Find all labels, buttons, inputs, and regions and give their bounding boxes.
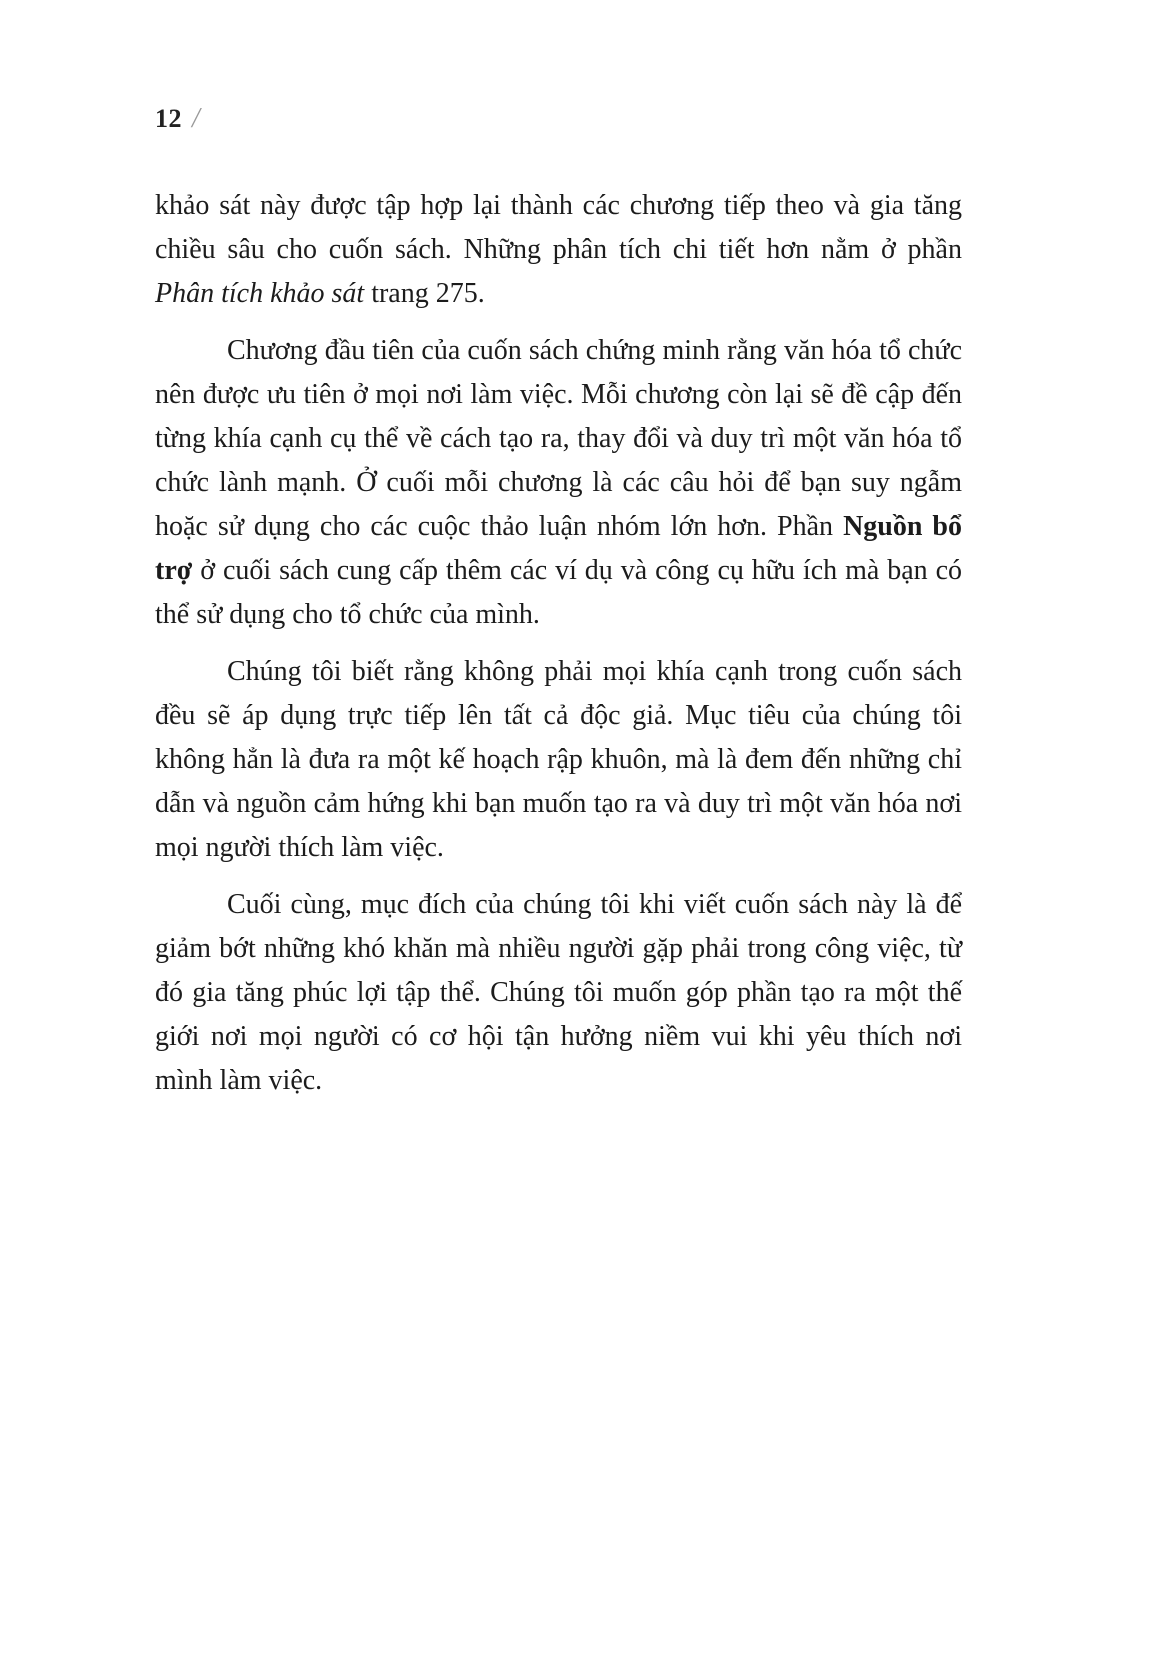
text-segment: trang 275. bbox=[364, 278, 485, 309]
page-number-slash: / bbox=[192, 103, 201, 134]
page-header bbox=[155, 103, 200, 135]
text-segment-bold: Nguồn bổ trợ bbox=[155, 511, 962, 586]
page-number: 12 bbox=[155, 104, 182, 133]
text-segment: ở cuối sách cung cấp thêm các ví dụ và công cụ hữu ích mà bạn có thể sử dụng cho tổ chức của mình. bbox=[155, 555, 962, 630]
body-text bbox=[155, 184, 962, 1116]
paragraph bbox=[155, 883, 962, 1103]
text-segment: khảo sát này được tập hợp lại thành các chương tiếp theo và gia tăng chiều sâu cho cuốn sách. Những phân tích chi tiết hơn nằm ở phần bbox=[155, 190, 962, 265]
text-segment: Cuối cùng, mục đích của chúng tôi khi viết cuốn sách này là để giảm bớt những khó khăn mà nhiều người gặp phải trong công việc, từ đó gia tăng phúc lợi tập thể. Chúng tôi muốn góp phần tạo ra một thế giới nơi mọi người có cơ hội tận hưởng niềm vui khi yêu thích nơi mình làm việc. bbox=[155, 889, 962, 1096]
text-segment-italic: Phân tích khảo sát bbox=[155, 278, 365, 309]
text-segment: Chúng tôi biết rằng không phải mọi khía cạnh trong cuốn sách đều sẽ áp dụng trực tiếp lên tất cả độc giả. Mục tiêu của chúng tôi không hẳn là đưa ra một kế hoạch rập khuôn, mà là đem đến những chỉ dẫn và nguồn cảm hứng khi bạn muốn tạo ra và duy trì một văn hóa nơi mọi người thích làm việc. bbox=[155, 656, 962, 863]
paragraph bbox=[155, 184, 962, 316]
paragraph bbox=[155, 329, 962, 637]
text-segment: Chương đầu tiên của cuốn sách chứng minh rằng văn hóa tổ chức nên được ưu tiên ở mọi nơi làm việc. Mỗi chương còn lại sẽ đề cập đến từng khía cạnh cụ thể về cách tạo ra, thay đổi và duy trì một văn hóa tổ chức lành mạnh. Ở cuối mỗi chương là các câu hỏi để bạn suy ngẫm hoặc sử dụng cho các cuộc thảo luận nhóm lớn hơn. Phần bbox=[155, 335, 962, 542]
paragraph bbox=[155, 650, 962, 870]
